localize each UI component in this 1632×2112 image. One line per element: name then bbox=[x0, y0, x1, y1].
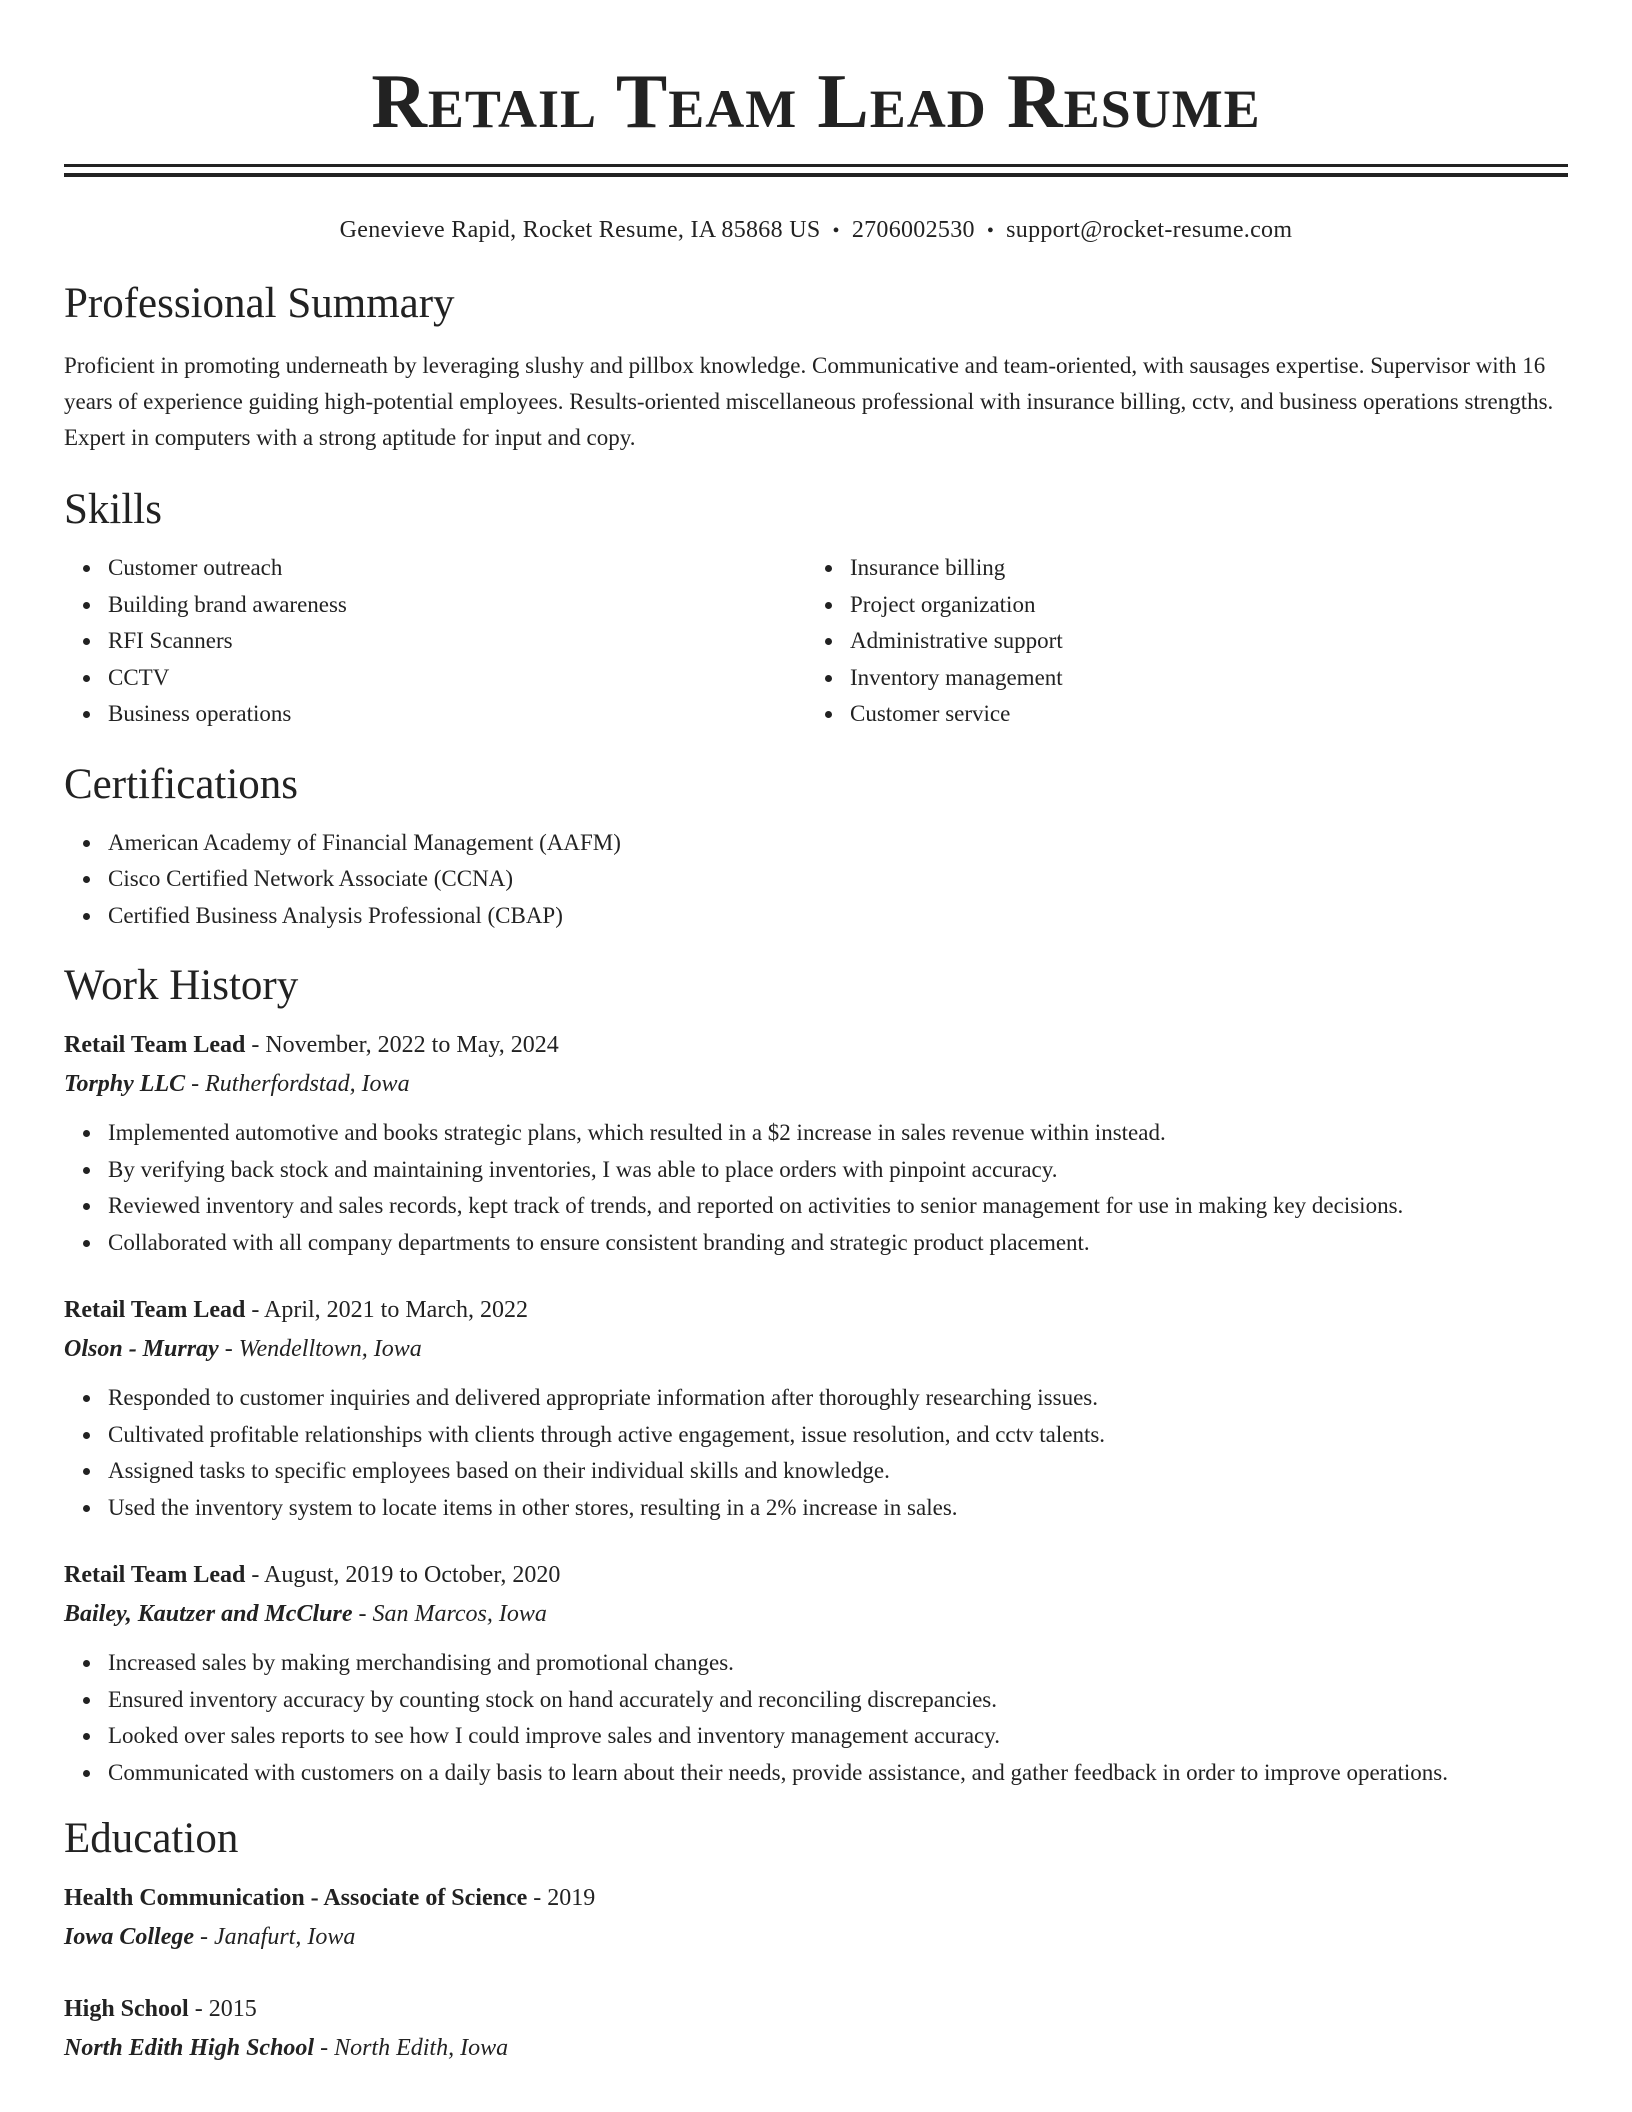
skills-column-right bbox=[806, 550, 1548, 733]
contact-email: support@rocket-resume.com bbox=[1006, 217, 1293, 243]
contact-address: Genevieve Rapid, Rocket Resume, IA 85868 US bbox=[339, 217, 821, 243]
summary-text: Proficient in promoting underneath by leveraging slushy and pillbox knowledge. Communicative and team-oriented, with sausages expertise. Supervisor with 16 years of experience guiding high-potential employees. Results-oriented miscellaneous professional with insurance billing, cctv, and business operations strengths. Expert in computers with a strong aptitude for input and copy. bbox=[64, 353, 1554, 450]
job-header bbox=[64, 1026, 1568, 1065]
education-school: North Edith High School bbox=[64, 2035, 315, 2061]
certification-item: American Academy of Financial Management (AAFM) bbox=[108, 825, 1568, 862]
title-divider-bottom bbox=[64, 173, 1568, 177]
job-company-line bbox=[64, 1595, 1568, 1634]
job-bullet: Increased sales by making merchandising and promotional changes. bbox=[108, 1645, 1568, 1682]
job-company-line bbox=[64, 1065, 1568, 1104]
job-location: - San Marcos, Iowa bbox=[352, 1601, 547, 1627]
job-bullet: By verifying back stock and maintaining inventories, I was able to place orders with pinpoint accuracy. bbox=[108, 1152, 1568, 1189]
education-heading: Education bbox=[64, 1815, 239, 1862]
education-entry bbox=[64, 1879, 1568, 1957]
skills-list-right bbox=[806, 550, 1548, 733]
skill-item: Customer service bbox=[850, 696, 1548, 733]
skill-item: Inventory management bbox=[850, 660, 1548, 697]
job-company: Torphy LLC bbox=[64, 1071, 186, 1097]
job-role: Retail Team Lead bbox=[64, 1032, 246, 1058]
job-company: Bailey, Kautzer and McClure bbox=[64, 1601, 353, 1627]
work-history-heading: Work History bbox=[64, 962, 299, 1009]
education-entry bbox=[64, 1990, 1568, 2068]
education-header bbox=[64, 1990, 1568, 2029]
education-location: - Janafurt, Iowa bbox=[194, 1924, 356, 1950]
job-dates: - August, 2019 to October, 2020 bbox=[245, 1562, 561, 1588]
job-company-line bbox=[64, 1330, 1568, 1369]
education-year: - 2019 bbox=[527, 1885, 596, 1911]
job-bullet: Looked over sales reports to see how I could improve sales and inventory management accuracy. bbox=[108, 1718, 1568, 1755]
job-location: - Rutherfordstad, Iowa bbox=[185, 1071, 410, 1097]
skills-grid bbox=[64, 550, 1568, 733]
job-role: Retail Team Lead bbox=[64, 1297, 246, 1323]
certification-item: Cisco Certified Network Associate (CCNA) bbox=[108, 861, 1568, 898]
education-degree: Health Communication - Associate of Science bbox=[64, 1885, 528, 1911]
skill-item: RFI Scanners bbox=[108, 623, 806, 660]
page-title: Retail Team Lead Resume bbox=[371, 58, 1261, 144]
job-bullet: Assigned tasks to specific employees based on their individual skills and knowledge. bbox=[108, 1453, 1568, 1490]
certifications-list bbox=[64, 825, 1568, 935]
skills-column-left bbox=[64, 550, 806, 733]
education-header bbox=[64, 1879, 1568, 1918]
job-bullet: Ensured inventory accuracy by counting stock on hand accurately and reconciling discrepancies. bbox=[108, 1682, 1568, 1719]
job-company: Olson - Murray bbox=[64, 1336, 219, 1362]
job-bullets bbox=[64, 1645, 1568, 1791]
skill-item: Administrative support bbox=[850, 623, 1548, 660]
contact-separator: • bbox=[832, 220, 840, 242]
skills-heading: Skills bbox=[64, 486, 162, 533]
job-bullet: Collaborated with all company departments to ensure consistent branding and strategic product placement. bbox=[108, 1225, 1568, 1262]
education-school-line bbox=[64, 1918, 1568, 1957]
job-bullet: Cultivated profitable relationships with clients through active engagement, issue resolution, and cctv talents. bbox=[108, 1417, 1568, 1454]
job-header bbox=[64, 1291, 1568, 1330]
education-degree: High School bbox=[64, 1996, 189, 2022]
certifications-heading: Certifications bbox=[64, 760, 299, 808]
education-school: Iowa College bbox=[64, 1924, 194, 1950]
certification-item: Certified Business Analysis Professional (CBAP) bbox=[108, 898, 1568, 935]
job-role: Retail Team Lead bbox=[64, 1562, 246, 1588]
job-dates: - November, 2022 to May, 2024 bbox=[245, 1032, 559, 1058]
education-school-line bbox=[64, 2029, 1568, 2068]
job-header bbox=[64, 1556, 1568, 1595]
job-bullet: Reviewed inventory and sales records, kept track of trends, and reported on activities to senior management for use in making key decisions. bbox=[108, 1188, 1568, 1225]
contact-separator: • bbox=[986, 220, 995, 242]
skill-item: Insurance billing bbox=[850, 550, 1548, 587]
contact-phone: 2706002530 bbox=[851, 217, 975, 243]
job-bullet: Used the inventory system to locate items in other stores, resulting in a 2% increase in sales. bbox=[108, 1490, 1568, 1527]
job-bullet: Responded to customer inquiries and delivered appropriate information after thoroughly researching issues. bbox=[108, 1380, 1568, 1417]
job-entry bbox=[64, 1556, 1568, 1791]
summary-heading: Professional Summary bbox=[64, 280, 455, 327]
job-bullets bbox=[64, 1115, 1568, 1261]
job-bullet: Communicated with customers on a daily basis to learn about their needs, provide assistance, and gather feedback in order to improve operations. bbox=[108, 1755, 1568, 1792]
education-year: - 2015 bbox=[188, 1996, 257, 2022]
job-entry bbox=[64, 1291, 1568, 1526]
job-location: - Wendelltown, Iowa bbox=[218, 1336, 422, 1362]
skill-item: Project organization bbox=[850, 587, 1548, 624]
contact-line bbox=[64, 215, 1568, 246]
job-bullets bbox=[64, 1380, 1568, 1526]
skill-item: Customer outreach bbox=[108, 550, 806, 587]
education-location: - North Edith, Iowa bbox=[314, 2035, 509, 2061]
skills-list-left bbox=[64, 550, 806, 733]
skill-item: Business operations bbox=[108, 696, 806, 733]
job-entry bbox=[64, 1026, 1568, 1261]
job-bullet: Implemented automotive and books strategic plans, which resulted in a $2 increase in sales revenue within instead. bbox=[108, 1115, 1568, 1152]
title-divider-top bbox=[64, 164, 1568, 167]
skill-item: Building brand awareness bbox=[108, 587, 806, 624]
job-dates: - April, 2021 to March, 2022 bbox=[245, 1297, 528, 1323]
skill-item: CCTV bbox=[108, 660, 806, 697]
